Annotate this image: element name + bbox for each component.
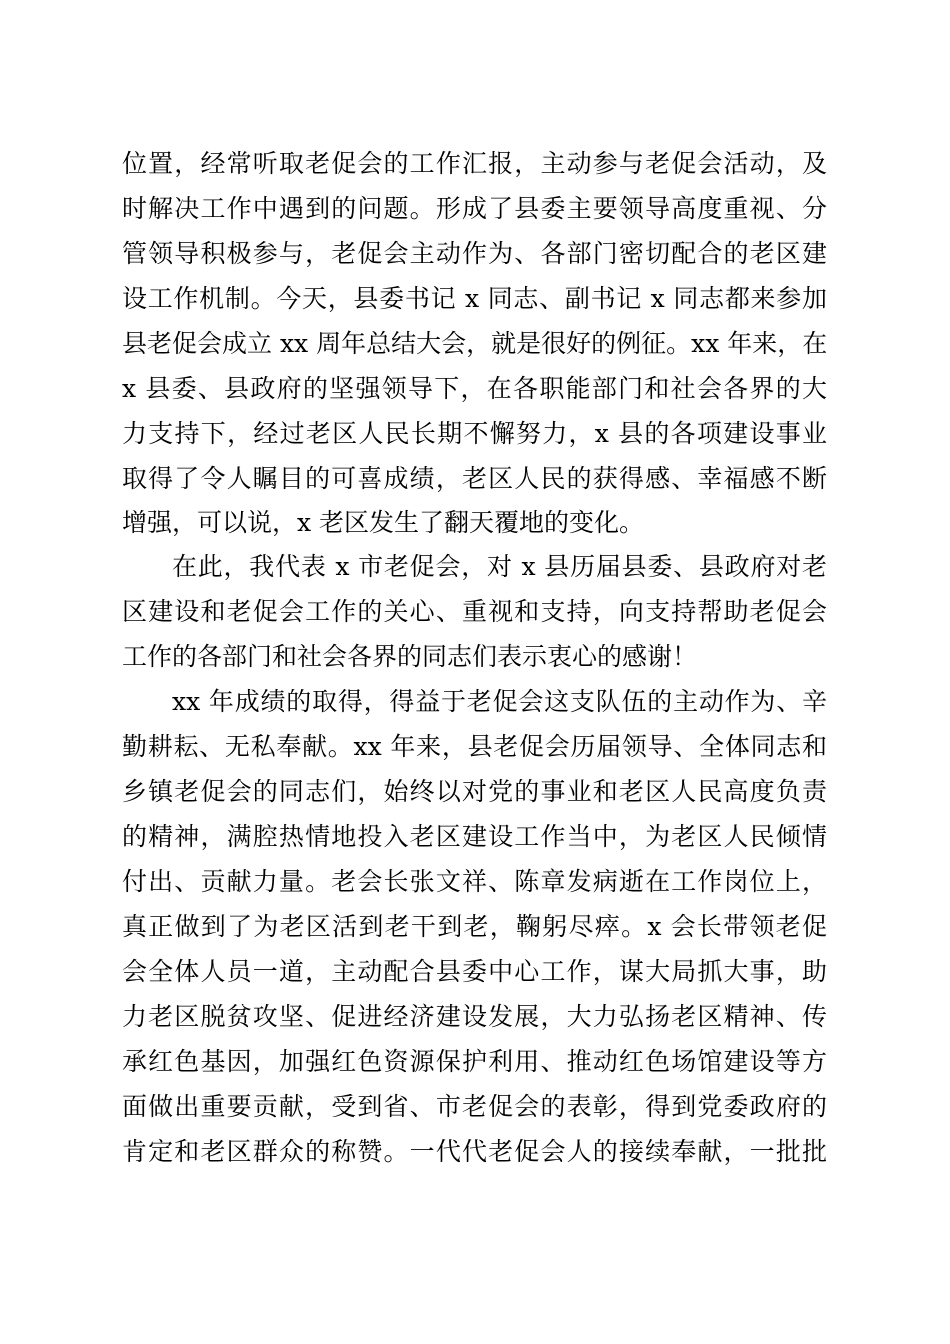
text-line: 取得了令人瞩目的可喜成绩，老区人民的获得感、幸福感不断	[122, 464, 827, 493]
text-line: x 县委、县政府的坚强领导下，在各职能部门和社会各界的大	[122, 374, 827, 403]
text-line: 区建设和老促会工作的关心、重视和支持，向支持帮助老促会	[122, 597, 827, 626]
text-line: 勤耕耘、无私奉献。xx 年来，县老促会历届领导、全体同志和	[122, 732, 827, 761]
text-line: 增强，可以说，x 老区发生了翻天覆地的变化。	[122, 508, 645, 537]
paragraph-first-line: 在此，我代表 x 市老促会，对 x 县历届县委、县政府对老	[172, 552, 827, 581]
text-line: 肯定和老区群众的称赞。一代代老促会人的接续奉献，一批批	[122, 1137, 827, 1166]
text-line: 设工作机制。今天，县委书记 x 同志、副书记 x 同志都来参加	[122, 284, 827, 313]
text-line: 乡镇老促会的同志们，始终以对党的事业和老区人民高度负责	[122, 777, 827, 806]
text-line: 管领导积极参与，老促会主动作为、各部门密切配合的老区建	[122, 239, 827, 268]
text-line: 力支持下，经过老区人民长期不懈努力，x 县的各项建设事业	[122, 419, 827, 448]
text-line: 真正做到了为老区活到老干到老，鞠躬尽瘁。x 会长带领老促	[122, 912, 827, 941]
text-line: 的精神，满腔热情地投入老区建设工作当中，为老区人民倾情	[122, 822, 827, 851]
text-line: 付出、贡献力量。老会长张文祥、陈章发病逝在工作岗位上，	[122, 867, 827, 896]
text-line: 承红色基因，加强红色资源保护利用、推动红色场馆建设等方	[122, 1047, 827, 1076]
text-line: 面做出重要贡献，受到省、市老促会的表彰，得到党委政府的	[122, 1092, 827, 1121]
paragraph-first-line: xx 年成绩的取得，得益于老促会这支队伍的主动作为、辛	[172, 687, 827, 716]
text-line: 工作的各部门和社会各界的同志们表示衷心的感谢！	[122, 642, 698, 671]
text-line: 时解决工作中遇到的问题。形成了县委主要领导高度重视、分	[122, 194, 827, 223]
text-line: 会全体人员一道，主动配合县委中心工作，谋大局抓大事，助	[122, 957, 827, 986]
text-line: 位置，经常听取老促会的工作汇报，主动参与老促会活动，及	[122, 149, 827, 178]
text-line: 县老促会成立 xx 周年总结大会，就是很好的例征。xx 年来，在	[122, 329, 828, 358]
text-line: 力老区脱贫攻坚、促进经济建设发展，大力弘扬老区精神、传	[122, 1002, 827, 1031]
